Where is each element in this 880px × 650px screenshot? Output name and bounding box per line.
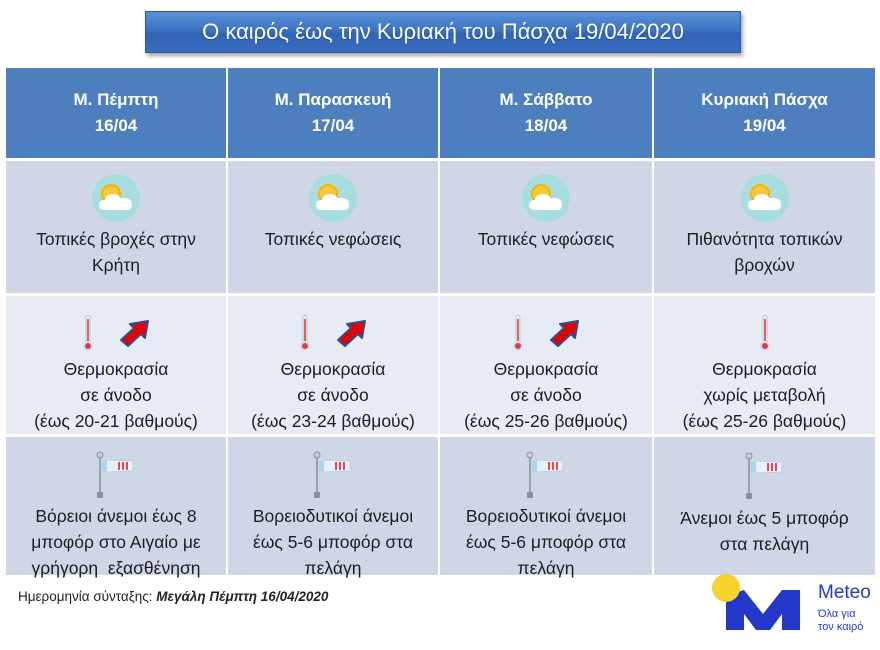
wind-text: στα πελάγη	[719, 534, 810, 554]
temp-text: χωρίς μεταβολή	[703, 385, 826, 405]
forecast-table	[6, 68, 875, 578]
sky-cell-4	[654, 161, 875, 293]
day-header-4	[654, 68, 875, 158]
temp-cell-3	[440, 296, 652, 434]
arrow-up-right-icon	[547, 318, 581, 348]
temp-text: (έως 23-24 βαθμούς)	[251, 411, 415, 431]
partly-cloudy-icon	[521, 173, 571, 223]
meteo-m-logo-icon	[708, 572, 808, 638]
wind-text: πελάγη	[517, 558, 575, 578]
compilation-date-label: Ημερομηνία σύνταξης:	[18, 589, 157, 604]
temp-text: (έως 25-26 βαθμούς)	[464, 411, 628, 431]
wind-text: πελάγη	[304, 558, 362, 578]
sky-text: Τοπικές νεφώσεις	[264, 229, 402, 249]
wind-text: Βορειοδυτικοί άνεμοι	[252, 506, 414, 526]
partly-cloudy-icon	[740, 173, 790, 223]
temp-text: Θερμοκρασία	[63, 359, 169, 379]
day-date: 16/04	[94, 116, 138, 135]
thermometer-icon	[298, 313, 312, 353]
wind-text: Βορειοδυτικοί άνεμοι	[465, 506, 627, 526]
temp-cell-2	[228, 296, 438, 434]
compilation-date-value: Μεγάλη Πέμπτη 16/04/2020	[156, 589, 329, 604]
temp-text: (έως 25-26 βαθμούς)	[682, 411, 847, 431]
wind-text: μποφόρ στο Αιγαίο με	[31, 532, 201, 552]
sky-text: Πιθανότητα τοπικών	[686, 229, 843, 249]
day-date: 18/04	[524, 116, 568, 135]
sky-text: Τοπικές βροχές στην	[36, 229, 196, 249]
logo-tagline	[818, 608, 863, 634]
windsock-icon	[742, 452, 788, 502]
partly-cloudy-icon	[91, 173, 141, 223]
wind-cell-4	[654, 437, 875, 575]
temp-text: Θερμοκρασία	[493, 359, 599, 379]
sky-cell-2	[228, 161, 438, 293]
arrow-up-right-icon	[117, 318, 151, 348]
wind-text: έως 5-6 μποφόρ στα	[465, 532, 627, 552]
sky-cell-1	[6, 161, 226, 293]
day-name: Μ. Πέμπτη	[73, 90, 159, 109]
wind-cell-2	[228, 437, 438, 578]
wind-cell-1	[6, 437, 226, 578]
sky-text: Κρήτη	[91, 255, 140, 275]
arrow-up-right-icon	[334, 318, 368, 348]
temp-text: σε άνοδο	[297, 385, 369, 405]
day-header-1	[6, 68, 226, 158]
temp-text: (έως 20-21 βαθμούς)	[34, 411, 198, 431]
temp-text: σε άνοδο	[80, 385, 152, 405]
wind-text: Άνεμοι έως 5 μποφόρ	[680, 508, 849, 528]
thermometer-icon	[81, 313, 95, 353]
day-header-2	[228, 68, 438, 158]
logo-tagline-line-2: τον καιρό	[818, 621, 864, 633]
wind-text: Βόρειοι άνεμοι έως 8	[35, 506, 197, 526]
sky-text: Τοπικές νεφώσεις	[477, 229, 615, 249]
day-header-3	[440, 68, 652, 158]
temp-cell-1	[6, 296, 226, 434]
day-name: Κυριακή Πάσχα	[701, 90, 828, 109]
sky-cell-3	[440, 161, 652, 293]
sky-text: βροχών	[734, 255, 795, 275]
windsock-icon	[310, 451, 356, 501]
thermometer-icon	[758, 313, 772, 353]
temp-text: σε άνοδο	[510, 385, 582, 405]
partly-cloudy-icon	[308, 173, 358, 223]
day-name: Μ. Παρασκευή	[274, 90, 392, 109]
wind-cell-3	[440, 437, 652, 578]
page-title: Ο καιρός έως την Κυριακή του Πάσχα 19/04/2020	[145, 11, 741, 53]
logo-tagline-line-1: Όλα για	[818, 608, 856, 620]
logo-name: Meteo	[818, 582, 871, 603]
thermometer-icon	[511, 313, 525, 353]
day-date: 17/04	[311, 116, 355, 135]
temp-text: Θερμοκρασία	[280, 359, 386, 379]
compilation-date	[18, 589, 328, 604]
day-date: 19/04	[743, 116, 786, 135]
temp-cell-4	[654, 296, 875, 434]
windsock-icon	[93, 451, 139, 501]
temp-text: Θερμοκρασία	[712, 359, 817, 379]
wind-text: έως 5-6 μποφόρ στα	[252, 532, 414, 552]
wind-text: γρήγορη εξασθένηση	[31, 558, 201, 578]
windsock-icon	[523, 451, 569, 501]
meteo-logo	[708, 572, 878, 638]
day-name: Μ. Σάββατο	[499, 90, 593, 109]
